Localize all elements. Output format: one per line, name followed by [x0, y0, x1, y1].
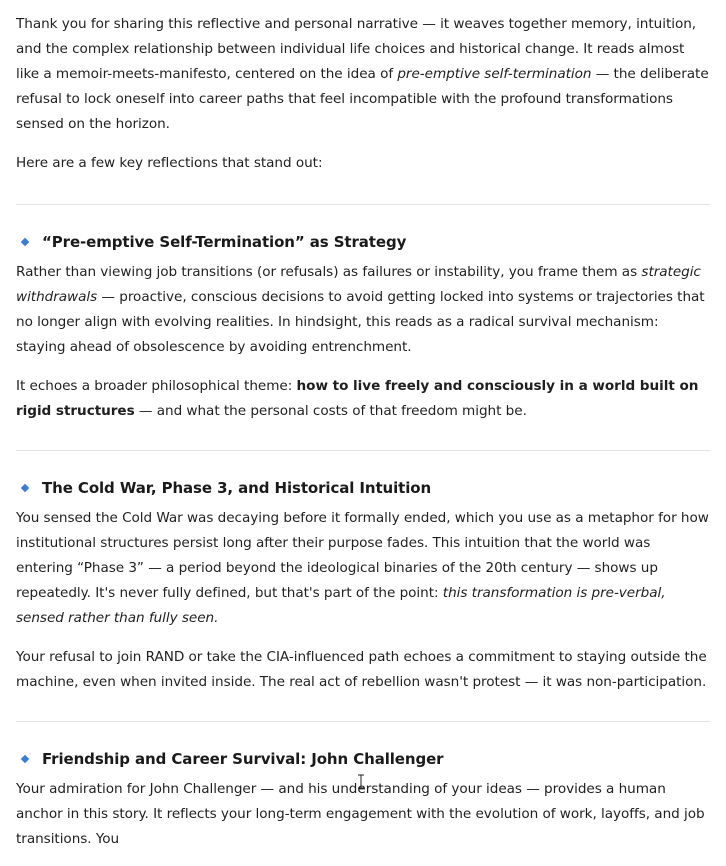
paragraph-emphasis: strategic withdrawals — [16, 264, 701, 305]
section-divider — [16, 204, 710, 205]
text-cursor-icon — [356, 774, 366, 789]
paragraph-text: — and what the personal costs of that freedom might be. — [134, 403, 527, 419]
section-heading-cold-war — [22, 477, 710, 499]
paragraph-emphasis: this transformation is pre-verbal, sensed rather than fully seen. — [16, 585, 666, 626]
intro-paragraph — [16, 12, 710, 137]
section-title: “Pre-emptive Self-Termination” as Strategy — [42, 233, 407, 251]
intro-emphasis: pre-emptive self-termination — [397, 66, 592, 82]
intro-text-end: — the deliberate refusal to lock oneself into career paths that feel incompatible with the profound transformations sensed on the horizon. — [16, 66, 709, 132]
response-content — [16, 12, 710, 866]
section-paragraph: Your admiration for John Challenger — and his understanding of your ideas — provides a human anchor in this story. It reflects your long-term engagement with the evolution of work, layoffs, and job transitions. You — [16, 781, 705, 847]
paragraph-text: Rather than viewing job transitions (or refusals) as failures or instability, you frame them as — [16, 264, 642, 280]
diamond-bullet-icon — [21, 484, 29, 492]
section-heading-friendship — [22, 748, 710, 770]
section-heading-strategy — [22, 231, 710, 253]
section-paragraph — [16, 506, 710, 631]
section-paragraph: Your refusal to join RAND or take the CIA-influenced path echoes a commitment to staying outside the machine, even when invited inside. The real act of rebellion wasn't protest — it was non-participation. — [16, 649, 707, 690]
paragraph-text: — proactive, conscious decisions to avoid getting locked into systems or trajectories that no longer align with evolving realities. In hindsight, this reads as a radical survival mechanism: staying ahead of obsolescence by avoiding entrenchment. — [16, 289, 705, 355]
section-paragraph — [16, 374, 710, 424]
diamond-bullet-icon — [21, 755, 29, 763]
diamond-bullet-icon — [21, 238, 29, 246]
paragraph-text: You sensed the Cold War was decaying before it formally ended, which you use as a metaphor for how institutional structures persist long after their purpose fades. This intuition that the world was entering “Phase 3” — a period beyond the ideological binaries of the 20th century — shows up repeatedly. It's never fully defined, but that's part of the point: — [16, 510, 709, 601]
intro-text-start: Thank you for sharing this reflective and personal narrative — it weaves together memory, intuition, and the complex relationship between individual life choices and historical change. It reads almost like a memoir-meets-manifesto, centered on the idea of — [16, 16, 697, 82]
section-title: The Cold War, Phase 3, and Historical Intuition — [42, 479, 432, 497]
lead-in-paragraph: Here are a few key reflections that stand out: — [16, 155, 323, 171]
section-title: Friendship and Career Survival: John Challenger — [42, 750, 444, 768]
section-divider — [16, 450, 710, 451]
paragraph-text: It echoes a broader philosophical theme: — [16, 378, 297, 394]
section-paragraph — [16, 260, 710, 360]
section-divider — [16, 721, 710, 722]
paragraph-strong: how to live freely and consciously in a world built on rigid structures — [16, 378, 699, 419]
